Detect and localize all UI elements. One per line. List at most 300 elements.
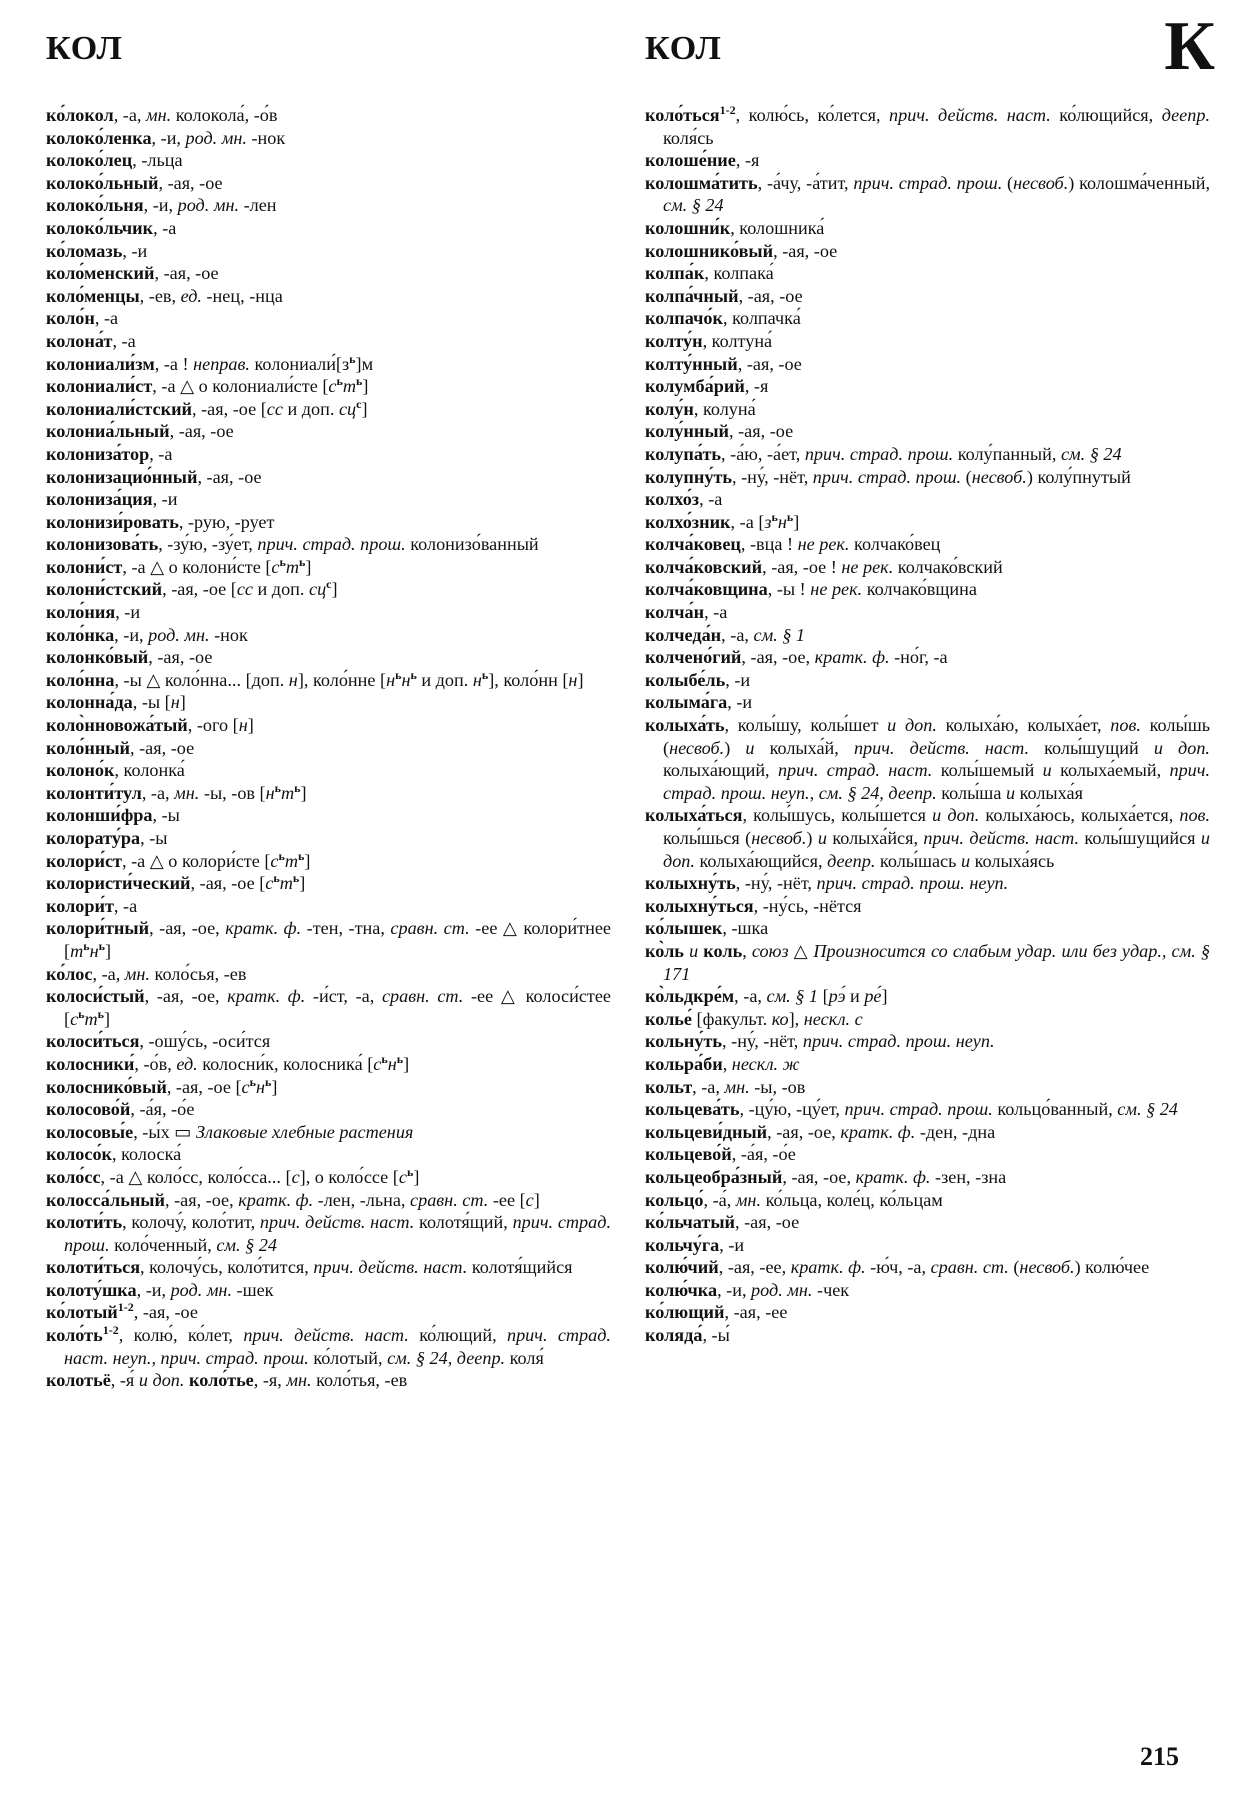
entry-text: колониали́[з <box>249 353 350 374</box>
grammar-label: прич. страд. прош. <box>64 1212 611 1255</box>
entry-text: и доп. <box>416 669 473 690</box>
entry-text: , -ы △ коло́нна... [доп. <box>114 669 289 690</box>
entry-text: , -ы <box>140 828 168 848</box>
entry-text: колы́шь ( <box>663 715 1210 758</box>
entry-text: , -и <box>719 1234 745 1255</box>
entry-text: , -а △ о колори́сте [ <box>122 850 271 871</box>
dictionary-entry <box>645 443 1210 466</box>
dictionary-column-left <box>46 104 611 1392</box>
headword: коло́нный <box>46 737 131 758</box>
entry-text: колу́панный, <box>953 443 1061 464</box>
headword: колори́тный <box>46 918 150 939</box>
entry-text: [ <box>818 986 829 1007</box>
dictionary-entry <box>46 1301 611 1324</box>
dictionary-entry <box>645 511 1210 534</box>
headword: ко́ломазь <box>46 240 123 261</box>
grammar-label: несвоб. <box>1013 172 1069 193</box>
dictionary-entry <box>46 353 611 376</box>
grammar-label: и доп. <box>663 828 1210 871</box>
dictionary-entry <box>46 1279 611 1302</box>
entry-text: , -ая, -ое <box>773 240 838 261</box>
grammar-label: и <box>817 828 827 848</box>
dictionary-entry <box>46 1369 611 1392</box>
dictionary-entry <box>46 1256 611 1279</box>
entry-text: ( <box>1008 1257 1020 1278</box>
entry-text: , колю́сь, ко́лется, <box>735 105 890 125</box>
headword: колту́н <box>645 330 703 351</box>
superscript: ь <box>278 848 285 863</box>
grammar-label: с <box>265 873 274 894</box>
headword: колча́н <box>645 602 705 623</box>
superscript: ь <box>98 938 105 953</box>
entry-text: ) <box>724 737 746 758</box>
headword: колониза́ция <box>46 489 153 510</box>
grammar-label: т <box>84 1008 98 1029</box>
grammar-label: т <box>70 940 84 961</box>
headword: коло́н <box>46 308 95 329</box>
dictionary-entry <box>645 420 1210 443</box>
headword: колонизова́ть <box>46 534 159 555</box>
grammar-label: неправ. <box>193 353 250 374</box>
entry-text: , -ая, -ее, <box>718 1257 791 1278</box>
entry-text: ] <box>793 511 800 532</box>
dictionary-entry <box>645 624 1210 647</box>
entry-text: ) колю́чее <box>1074 1257 1150 1278</box>
dictionary-entry <box>645 1121 1210 1144</box>
entry-text: , колоска́ <box>112 1144 182 1165</box>
grammar-label: прич. действ. наст. <box>259 1212 415 1233</box>
dictionary-entry <box>46 1211 611 1256</box>
headword: колупну́ть <box>645 466 732 487</box>
dictionary-entry <box>645 1301 1210 1324</box>
headword: колье́ <box>645 1008 692 1029</box>
entry-text: -лен, -льна, <box>313 1189 411 1210</box>
headword: колори́т <box>46 895 114 916</box>
entry-text: [факульт. <box>692 1008 772 1029</box>
entry-text: , -ы <box>152 805 180 826</box>
dictionary-entry <box>645 307 1210 330</box>
dictionary-entry <box>645 601 1210 624</box>
superscript: ь <box>786 509 794 524</box>
grammar-label: н <box>89 940 99 961</box>
dictionary-entry <box>46 149 611 172</box>
entry-text: , -и, <box>143 195 178 216</box>
grammar-label: кратк. ф. <box>840 1121 916 1142</box>
headword: коло́нна <box>46 669 115 690</box>
grammar-label: прич. страд. прош. <box>812 466 962 487</box>
grammar-label: и <box>745 737 755 758</box>
entry-text: -ее △ колоси́стее [ <box>64 986 611 1029</box>
running-head-right: КОЛ <box>645 30 722 67</box>
headword: коло́тье <box>188 1370 254 1391</box>
dictionary-entry <box>645 1256 1210 1279</box>
entry-text: , -льца <box>132 150 183 171</box>
entry-text: , -я́ <box>110 1370 139 1391</box>
dictionary-entry <box>645 1076 1210 1099</box>
headword: ко́лос <box>46 963 93 984</box>
grammar-label: см. § 24 <box>216 1234 277 1255</box>
entry-text: ко́лющийся, <box>1050 105 1162 125</box>
entry-text: , колочу́, коло́тит, <box>122 1212 260 1233</box>
headword: колоти́ть <box>46 1212 123 1233</box>
grammar-label: см. § 24, деепр. <box>387 1347 506 1368</box>
entry-text: △ <box>788 940 814 961</box>
headword: колумба́рий <box>645 376 745 397</box>
entry-text: , -а́, <box>703 1189 736 1210</box>
headword: колошнико́вый <box>645 240 774 261</box>
dictionary-entry <box>46 172 611 195</box>
entry-text: , -зу́ю, -зу́ет, <box>158 534 258 555</box>
grammar-label: с <box>398 1166 407 1187</box>
grammar-label: не рек. <box>797 534 850 555</box>
dictionary-entry <box>46 285 611 308</box>
entry-text: -шек <box>232 1279 274 1300</box>
superscript: ь <box>249 1074 256 1089</box>
entry-text: , колпака́ <box>704 263 774 284</box>
grammar-label: сц <box>309 579 327 600</box>
grammar-label: н <box>265 782 275 803</box>
headword: колхо́з <box>645 489 700 510</box>
superscript: ь <box>294 780 301 795</box>
headword: колонизи́ровать <box>46 511 179 532</box>
dictionary-entry <box>46 850 611 873</box>
grammar-label: см. § 1 <box>753 624 806 645</box>
dictionary-entry <box>46 330 611 353</box>
entry-text: ], коло́нне [ <box>297 669 387 690</box>
headword: колчено́гий <box>645 647 742 668</box>
grammar-label: рэ́ <box>828 986 846 1007</box>
entry-text: -нок <box>209 624 248 645</box>
entry-text: , -я, <box>253 1370 287 1391</box>
grammar-label: не рек. <box>841 556 894 577</box>
entry-text: ] <box>413 1166 420 1187</box>
grammar-label: прич. страд. прош. <box>844 1099 993 1120</box>
entry-text: , -а △ о колониали́сте [ <box>152 376 329 397</box>
superscript: ь <box>298 554 306 569</box>
grammar-label: род. мн. <box>185 127 247 148</box>
entry-text: колыха́ю, колыха́ет, <box>936 715 1111 736</box>
entry-text: , -ая, -ое, <box>782 1166 856 1187</box>
entry-text: , -а́ю, -а́ет, <box>721 443 805 464</box>
grammar-label: т <box>279 873 293 894</box>
grammar-label: нескл. с <box>803 1008 863 1029</box>
dictionary-entry <box>46 691 611 714</box>
dictionary-entry <box>645 669 1210 692</box>
grammar-label: союз <box>751 940 789 961</box>
entry-text: , -ы́х ▭ <box>133 1121 196 1142</box>
dictionary-entry <box>46 1030 611 1053</box>
headword: колыха́ть <box>645 715 725 736</box>
grammar-label: н <box>386 669 396 690</box>
superscript: ь <box>481 667 489 682</box>
entry-text: , -а́чу, -а́тит, <box>757 172 854 193</box>
entry-text: , -а, <box>141 782 175 803</box>
headword: колпа́к <box>645 263 705 284</box>
entry-text: , -а <box>699 489 723 510</box>
dictionary-entry <box>645 804 1210 872</box>
grammar-label: прич. действ. наст. <box>313 1257 468 1278</box>
entry-text: , -ая, -ое <box>158 172 223 193</box>
dictionary-entry <box>645 533 1210 556</box>
headword: коло́ть <box>46 1325 103 1346</box>
dictionary-entry <box>645 262 1210 285</box>
dictionary-entry <box>645 466 1210 489</box>
entry-text: , -ая, -ое, <box>767 1121 841 1142</box>
grammar-label: кратк. ф. <box>790 1257 866 1278</box>
entry-text: , -вца ! <box>740 534 798 555</box>
grammar-label: см. § 24 <box>1060 443 1122 464</box>
entry-text: , -ая, -ое, <box>165 1189 239 1210</box>
headword: колоси́ться <box>46 1031 140 1052</box>
headword: колонна́да <box>46 692 133 713</box>
grammar-label: род. мн. <box>148 624 210 645</box>
entry-text: , -и <box>725 669 751 690</box>
grammar-label: несвоб. <box>1019 1257 1075 1278</box>
superscript: ь <box>349 351 356 366</box>
entry-text: -зен, -зна <box>930 1166 1007 1187</box>
entry-text: коло́сья, -ев <box>149 963 247 984</box>
entry-text: колотя́щийся <box>467 1257 573 1278</box>
headword: кольцеви́дный <box>645 1121 768 1142</box>
entry-text: -нец, -нца <box>201 285 283 306</box>
dictionary-entry <box>46 804 611 827</box>
grammar-label: мн. <box>724 1076 750 1097</box>
dictionary-entry <box>645 1211 1210 1234</box>
grammar-label: сс <box>236 579 253 600</box>
entry-text: ] <box>304 850 311 871</box>
entry-text: колыха́я <box>1015 782 1083 803</box>
entry-text: ] <box>331 579 338 600</box>
headword: ко̀ль <box>645 940 684 961</box>
entry-text: ] <box>247 715 254 736</box>
entry-text: , -ну́, -нёт, <box>732 466 813 487</box>
entry-text: -лен <box>239 195 277 216</box>
grammar-label: и <box>1005 782 1016 803</box>
entry-text: ], <box>788 1008 804 1029</box>
entry-text: колыха́й, <box>754 737 854 758</box>
dictionary-entry <box>46 1076 611 1099</box>
grammar-label: мн. <box>286 1370 312 1391</box>
dictionary-entry <box>46 511 611 534</box>
grammar-label: см. § 24 <box>663 195 724 216</box>
entry-text: , -ы́ <box>702 1325 730 1346</box>
dictionary-entry <box>645 1166 1210 1189</box>
entry-text: и доп. <box>282 398 339 419</box>
entry-text: -но́г, -а <box>889 647 948 668</box>
entry-text: ) колу́пнутый <box>1026 466 1131 487</box>
entry-text: , -а, <box>92 963 125 984</box>
grammar-label: сравн. ст. <box>390 918 470 939</box>
entry-text: ] <box>881 986 888 1007</box>
entry-text: , колочу́сь, коло́тится, <box>140 1257 314 1278</box>
dictionary-entry <box>645 104 1210 149</box>
entry-text: колокола́, -о́в <box>171 105 278 125</box>
dictionary-entry <box>46 194 611 217</box>
grammar-label: т <box>285 556 299 577</box>
headword: колониали́стский <box>46 398 193 419</box>
entry-text: , -а <box>112 330 136 351</box>
entry-text: , колы́шу, колы́шет <box>724 715 888 736</box>
superscript: ь <box>771 509 778 524</box>
headword: колча́ковский <box>645 556 763 577</box>
dictionary-entry <box>645 940 1210 985</box>
dictionary-column-right <box>645 104 1210 1347</box>
dictionary-entry <box>46 1189 611 1212</box>
headword: колоко́ленка <box>46 127 152 148</box>
grammar-label: кратк. ф. <box>855 1166 931 1187</box>
headword: кольра́би <box>645 1053 723 1074</box>
dictionary-entry <box>46 917 611 962</box>
section-letter: К <box>1164 8 1215 85</box>
entry-text: ( <box>961 466 972 487</box>
entry-text: , -а △ о колони́сте [ <box>122 556 272 577</box>
grammar-label: прич. действ. наст. <box>243 1325 409 1346</box>
entry-text: , <box>742 940 752 961</box>
headword: колу́н <box>645 398 694 419</box>
headword: колонизацио́нный <box>46 466 198 487</box>
entry-text: -ее [ <box>488 1189 526 1210</box>
entry-text: , колы́шусь, колы́шется <box>742 805 933 826</box>
superscript: 1-2 <box>117 1300 134 1315</box>
entry-text: ], о коло́ссе [ <box>299 1166 399 1187</box>
dictionary-entry <box>645 285 1210 308</box>
entry-text: колчако́вский <box>893 556 1003 577</box>
entry-text: ко́лотый, <box>308 1347 388 1368</box>
headword: колоси́стый <box>46 986 145 1007</box>
grammar-label: с <box>328 376 337 397</box>
entry-text: , -цу́ю, -цу́ет, <box>739 1099 845 1120</box>
entry-text: , -и <box>152 489 178 510</box>
grammar-label: т <box>281 782 295 803</box>
grammar-label: ед. <box>176 1053 198 1074</box>
grammar-label: прич. страд. прош. <box>853 172 1003 193</box>
headword: колоше́ние <box>645 150 736 171</box>
headword: колосса́льный <box>46 1189 165 1210</box>
grammar-label: см. § 1 <box>766 986 819 1007</box>
grammar-label: кратк. ф. <box>238 1189 314 1210</box>
headword: коло̀нновожа́тый <box>46 715 188 736</box>
superscript: ь <box>83 938 90 953</box>
entry-text: , -а <box>94 308 119 329</box>
dictionary-entry <box>46 714 611 737</box>
entry-text: колонизо́ванный <box>405 534 539 555</box>
headword: кольцеобра́зный <box>645 1166 783 1187</box>
dictionary-entry <box>645 1143 1210 1166</box>
headword: колупа́ть <box>645 443 722 464</box>
grammar-label: прич. действ. наст. <box>853 737 1029 758</box>
headword: коло́сс <box>46 1166 101 1187</box>
dictionary-entry <box>46 488 611 511</box>
grammar-label: мн. <box>174 782 200 803</box>
headword: колониа́льный <box>46 421 170 442</box>
grammar-label: см. § 24 <box>1117 1099 1178 1120</box>
headword: колхо́зник <box>645 511 731 532</box>
headword: кольцо́ <box>645 1189 704 1210</box>
grammar-label: прич. страд. прош. неуп. <box>802 1031 995 1052</box>
grammar-label: род. мн. <box>751 1279 813 1300</box>
entry-text: ] <box>362 376 369 397</box>
entry-text: , -ая, -ое [ <box>190 873 266 894</box>
entry-text: колы́шься ( <box>663 828 752 848</box>
dictionary-entry <box>645 714 1210 804</box>
entry-text: , <box>722 1053 732 1074</box>
dictionary-entry <box>645 1234 1210 1257</box>
page-number: 215 <box>1140 1742 1179 1771</box>
headword: колоно́к <box>46 760 115 781</box>
grammar-label: прич. страд. прош. неуп. <box>816 873 1009 894</box>
superscript: с <box>326 577 332 592</box>
grammar-label: пов. <box>1179 805 1210 826</box>
superscript: ь <box>265 1074 272 1089</box>
dictionary-entry <box>46 624 611 647</box>
headword: колосо́к <box>46 1144 113 1165</box>
entry-text: , -и, <box>114 624 149 645</box>
dictionary-entry <box>46 104 611 127</box>
entry-text: колчако́вщина <box>862 579 977 600</box>
dictionary-entry <box>46 1143 611 1166</box>
headword: коло́ться <box>645 105 720 125</box>
grammar-label: Злаковые хлебные растения <box>195 1121 414 1142</box>
dictionary-entry <box>645 488 1210 511</box>
entry-text: ] <box>361 398 368 419</box>
entry-text: колы́шущий <box>1029 737 1154 758</box>
headword: ко́льчатый <box>645 1212 736 1233</box>
headword: коляда́ <box>645 1325 703 1346</box>
headword: колонти́тул <box>46 782 142 803</box>
entry-text: , -а, <box>692 1076 725 1097</box>
superscript: ь <box>336 374 343 389</box>
entry-text: , -ая, -ое, <box>149 918 226 939</box>
headword: колу́нный <box>645 421 730 442</box>
entry-text: коло́тья, -ев <box>311 1370 408 1391</box>
entry-text: , -а ! <box>154 353 194 374</box>
entry-text: , -ая, -ое [ <box>162 579 237 600</box>
superscript: ь <box>406 1164 414 1179</box>
dictionary-entry <box>46 420 611 443</box>
entry-text: , -ну́, -нёт, <box>722 1031 803 1052</box>
entry-text: ] <box>271 1076 278 1097</box>
entry-text: , -ая, -ое <box>148 647 213 668</box>
headword: колоко́льный <box>46 172 159 193</box>
headword: коло́ния <box>46 602 116 623</box>
dictionary-entry <box>46 1121 611 1144</box>
dictionary-entry <box>46 398 611 421</box>
entry-text: кольцо́ванный, <box>992 1099 1118 1120</box>
grammar-label: несвоб. <box>669 737 725 758</box>
superscript: ь <box>97 1006 104 1021</box>
dictionary-entry <box>645 872 1210 895</box>
grammar-label: несвоб. <box>971 466 1027 487</box>
dictionary-entry <box>46 669 611 692</box>
entry-text: -ю́ч, -а, <box>865 1257 931 1278</box>
entry-text: , -ая, -ое <box>737 353 802 374</box>
entry-text: , -ая, -ое <box>154 263 219 284</box>
superscript: ь <box>292 871 300 886</box>
grammar-label: и <box>1042 760 1052 781</box>
superscript: ь <box>274 780 281 795</box>
entry-text: ] <box>179 692 186 713</box>
grammar-label: с <box>271 556 280 577</box>
grammar-label: н <box>238 715 248 736</box>
headword: колониали́ст <box>46 376 153 397</box>
entry-text: колыха́юсь, колыха́ется, <box>979 805 1180 826</box>
headword: колотьё <box>46 1370 111 1391</box>
entry-text: , колуна́ <box>693 398 756 419</box>
superscript: 1-2 <box>102 1323 119 1337</box>
dictionary-entry <box>46 601 611 624</box>
dictionary-entry <box>46 872 611 895</box>
dictionary-entry <box>46 782 611 805</box>
